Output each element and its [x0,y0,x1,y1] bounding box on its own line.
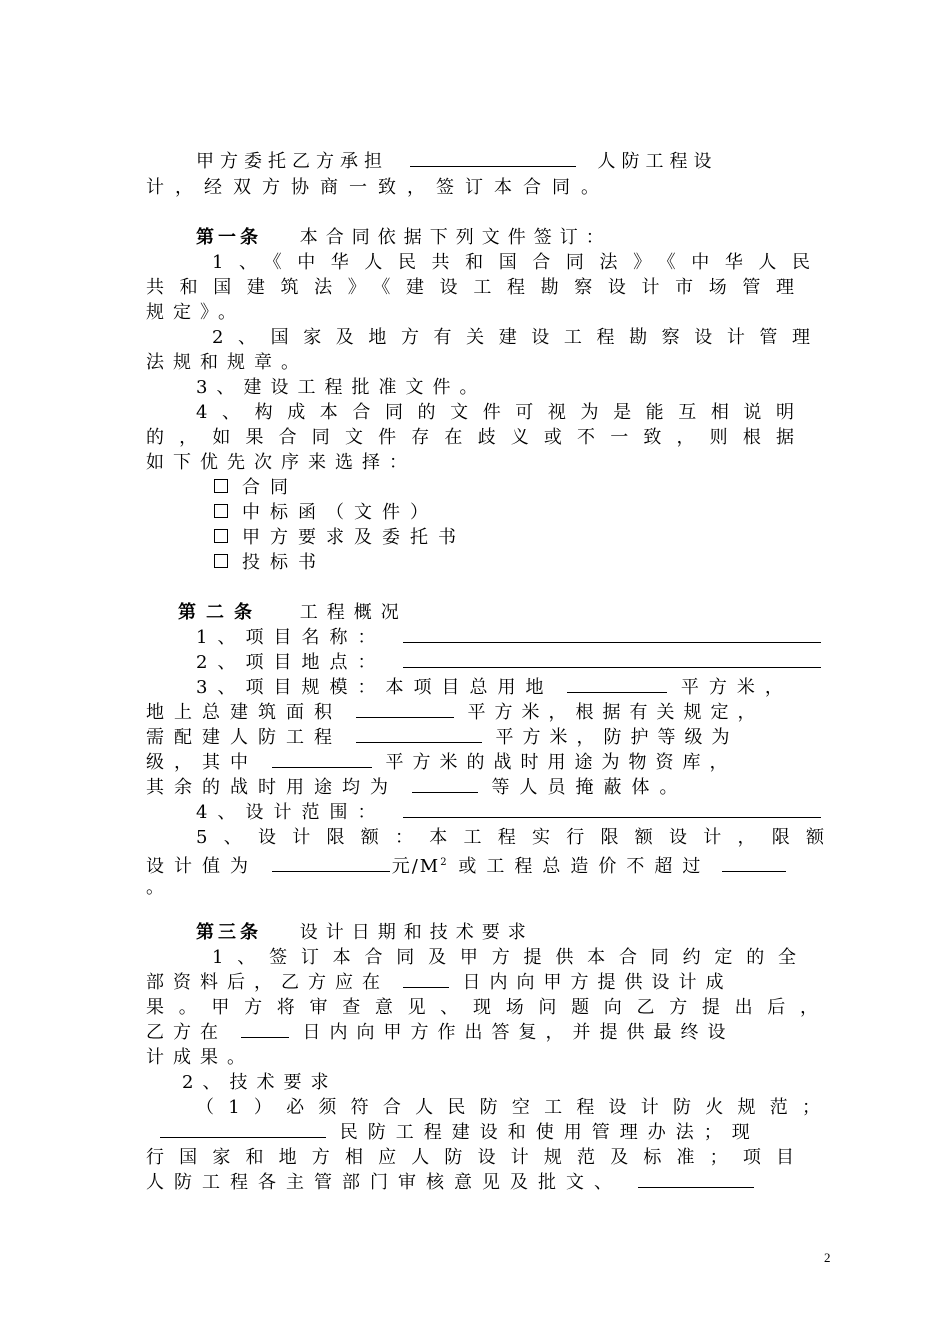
project-scale-line-2: 地上总建筑面积 平方米，根据有关规定， [146,702,765,723]
preamble-line-1: 甲方委托乙方承担 人防工程设 [196,151,718,172]
above-ground-area-field[interactable] [356,701,454,718]
design-limit-line-3: 。 [146,877,170,898]
article-1-item-4-line-3: 如下优先次序来选择： [146,452,416,473]
article-2-title: 工程概况 [299,602,408,623]
preamble-line-2: 计，经双方协商一致，签订本合同。 [146,177,610,198]
article-1-title: 本合同依据下列文件签订： [299,227,612,248]
article-3-heading-line [196,921,836,945]
total-land-area-field[interactable] [567,676,667,693]
project-scale-line-5: 其余的战时用途均为 等人员掩蔽体。 [146,777,688,798]
option-tender: 投标书 [214,551,904,575]
article-3-item-1-line-2: 部资料后，乙方应在 日内向甲方提供设计成 [146,972,733,993]
article-3-item-1-line-3: 果。甲方将审查意见、现场问题向乙方提出后， [146,997,824,1018]
civil-defense-area-field[interactable] [356,726,482,743]
other-approvals-field[interactable] [638,1171,754,1188]
article-1-item-1-line-3: 规定》。 [146,302,245,323]
technical-requirement-line-2: 民防工程建设和使用管理办法；现 [160,1121,836,1145]
project-scale-line-1: 3、项目规模：本项目总用地 平方米， [196,677,793,698]
article-1-heading-line [196,226,836,250]
total-cost-limit-field[interactable] [722,855,786,872]
article-3-item-2: 2、技术要求 [182,1072,338,1093]
article-3-title: 设计日期和技术要求 [299,922,534,943]
design-scope-line: 4、设计范围： [196,801,836,825]
checkbox-icon[interactable] [214,554,228,568]
project-scale-line-3: 需配建人防工程 平方米，防护等级为 [146,727,739,748]
checkbox-icon[interactable] [214,529,228,543]
article-3-heading: 第三条 [196,922,262,943]
page-number: 2 [824,1250,831,1265]
option-bid-letter: 中标函（文件） [214,501,904,525]
article-1-item-2-line-2: 法规和规章。 [146,352,308,373]
project-location-field[interactable] [403,651,821,668]
article-2-heading-line [178,601,836,625]
option-requirements: 甲方要求及委托书 [214,526,904,550]
article-1-item-4-line-2: 的，如果合同文件存在歧义或不一致，则根据 [146,427,800,448]
delivery-days-field[interactable] [403,971,449,988]
region-name-field[interactable] [160,1121,326,1138]
article-3-item-1-line-4: 乙方在 日内向甲方作出答复，并提供最终设 [146,1022,735,1043]
article-1-item-1-line-2: 共和国建筑法》《建设工程勘察设计市场管理 [146,277,800,298]
technical-requirement-line-4: 人防工程各主管部门审核意见及批文、 [146,1171,836,1195]
limit-value-field[interactable] [272,855,390,872]
article-1-heading: 第一条 [196,227,262,248]
design-limit-line-1: 5、设计限额：本工程实行限额设计，限额 [196,827,830,848]
shelter-usage-field[interactable] [412,776,478,793]
checkbox-icon[interactable] [214,504,228,518]
blank-project-name[interactable] [410,150,576,167]
technical-requirement-line-3: 行国家和地方相应人防设计规范及标准；项目 [146,1147,800,1168]
checkbox-icon[interactable] [214,479,228,493]
design-limit-line-2: 设计值为 元$/M^2$ 或工程总造价不超过 [146,851,836,875]
article-1-item-4-line-1: 4、构成本合同的文件可视为是能互相说明 [196,402,800,423]
article-3-item-1-line-1: 1、签订本合同及甲方提供本合同约定的全 [212,947,802,968]
reply-days-field[interactable] [241,1021,289,1038]
project-location-line: 2、项目地点： [196,651,836,675]
option-contract: 合同 [214,476,904,500]
article-1-item-2-line-1: 2、国家及地方有关建设工程勘察设计管理 [212,327,816,348]
article-2-heading: 第二条 [178,602,262,623]
project-name-line: 1、项目名称： [196,626,836,650]
article-1-item-1-line-1: 1、《中华人民共和国合同法》《中华人民 [212,252,816,273]
design-scope-field[interactable] [403,801,821,818]
technical-requirement-line-1: （1）必须符合人民防空工程设计防火规范； [196,1097,826,1118]
project-name-field[interactable] [403,626,821,643]
article-3-item-1-line-5: 计成果。 [146,1047,254,1068]
article-1-item-3: 3、建设工程批准文件。 [196,377,487,398]
material-storage-area-field[interactable] [272,751,372,768]
project-scale-line-4: 级，其中 平方米的战时用途为物资库， [146,752,737,773]
